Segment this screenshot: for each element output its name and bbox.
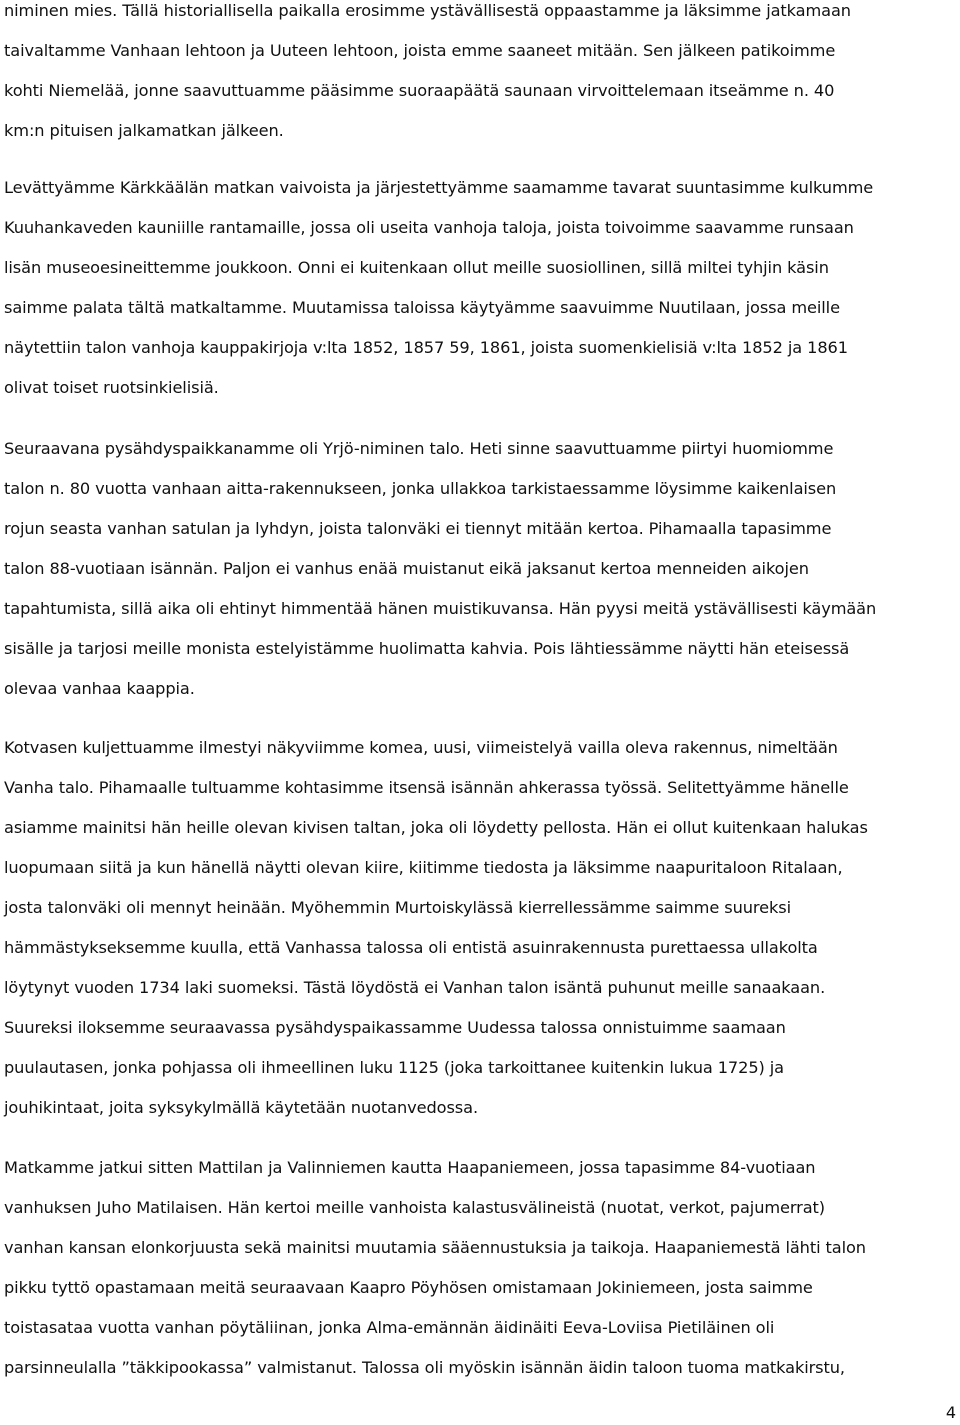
paragraph-4: [4, 728, 868, 1128]
text-line: talon 88-vuotiaan isännän. Paljon ei vanhus enää muistanut eikä jaksanut kertoa menneiden aikojen: [4, 559, 809, 578]
text-line: Kotvasen kuljettuamme ilmestyi näkyviimme komea, uusi, viimeistelyä vailla oleva rakennus, nimeltään: [4, 738, 838, 757]
text-line: jouhikintaat, joita syksykylmällä käytetään nuotanvedossa.: [4, 1098, 478, 1117]
text-line: rojun seasta vanhan satulan ja lyhdyn, joista talonväki ei tiennyt mitään kertoa. Pihamaalla tapasimme: [4, 519, 832, 538]
text-line: pikku tyttö opastamaan meitä seuraavaan Kaapro Pöyhösen omistamaan Jokiniemeen, josta saimme: [4, 1278, 813, 1297]
text-line: olivat toiset ruotsinkielisiä.: [4, 378, 219, 397]
text-line: löytynyt vuoden 1734 laki suomeksi. Tästä löydöstä ei Vanhan talon isäntä puhunut meille sanaakaan.: [4, 978, 826, 997]
text-line: lisän museoesineittemme joukkoon. Onni ei kuitenkaan ollut meille suosiollinen, sillä miltei tyhjin käsin: [4, 258, 829, 277]
text-line: tapahtumista, sillä aika oli ehtinyt himmentää hänen muistikuvansa. Hän pyysi meitä ystävällisesti käymään: [4, 599, 877, 618]
text-line: näytettiin talon vanhoja kauppakirjoja v:lta 1852, 1857 59, 1861, joista suomenkielisiä v:lta 1852 ja 1861: [4, 338, 848, 357]
text-line: hämmästykseksemme kuulla, että Vanhassa talossa oli entistä asuinrakennusta purettaessa ullakolta: [4, 938, 818, 957]
paragraph-3: [4, 429, 876, 709]
text-line: puulautasen, jonka pohjassa oli ihmeellinen luku 1125 (joka tarkoittanee kuitenkin lukua 1725) ja: [4, 1058, 785, 1077]
text-line: toistasataa vuotta vanhan pöytäliinan, jonka Alma-emännän äidinäiti Eeva-Loviisa Pietiläinen oli: [4, 1318, 775, 1337]
paragraph-2: [4, 168, 873, 408]
text-line: km:n pituisen jalkamatkan jälkeen.: [4, 121, 284, 140]
text-line: luopumaan siitä ja kun hänellä näytti olevan kiire, kiitimme tiedosta ja läksimme naapuritaloon Ritalaan,: [4, 858, 843, 877]
paragraph-1: [4, 0, 851, 151]
text-line: vanhan kansan elonkorjuusta sekä mainitsi muutamia sääennustuksia ja taikoja. Haapaniemestä lähti talon: [4, 1238, 866, 1257]
text-line: Levättyämme Kärkkäälän matkan vaivoista ja järjestettyämme saamamme tavarat suuntasimme kulkumme: [4, 178, 874, 197]
text-line: Suureksi iloksemme seuraavassa pysähdyspaikassamme Uudessa talossa onnistuimme saamaan: [4, 1018, 786, 1037]
text-line: parsinneulalla ”täkkipookassa” valmistanut. Talossa oli myöskin isännän äidin taloon tuoma matkakirstu,: [4, 1358, 845, 1377]
text-line: Matkamme jatkui sitten Mattilan ja Valinniemen kautta Haapaniemeen, jossa tapasimme 84-vuotiaan: [4, 1158, 816, 1177]
text-line: taivaltamme Vanhaan lehtoon ja Uuteen lehtoon, joista emme saaneet mitään. Sen jälkeen patikoimme: [4, 41, 836, 60]
text-line: Seuraavana pysähdyspaikkanamme oli Yrjö-niminen talo. Heti sinne saavuttuamme piirtyi huomiomme: [4, 439, 834, 458]
text-line: saimme palata tältä matkaltamme. Muutamissa taloissa käytyämme saavuimme Nuutilaan, jossa meille: [4, 298, 840, 317]
text-line: olevaa vanhaa kaappia.: [4, 679, 195, 698]
text-line: sisälle ja tarjosi meille monista estelyistämme huolimatta kahvia. Pois lähtiessämme näytti hän eteisessä: [4, 639, 850, 658]
text-line: niminen mies. Tällä historiallisella paikalla erosimme ystävällisestä oppaastamme ja läksimme jatkamaan: [4, 1, 851, 20]
text-line: Kuuhankaveden kauniille rantamaille, jossa oli useita vanhoja taloja, joista toivoimme saavamme runsaan: [4, 218, 854, 237]
page-number: 4: [945, 1403, 956, 1422]
paragraph-5: [4, 1148, 866, 1388]
text-line: asiamme mainitsi hän heille olevan kivisen taltan, joka oli löydetty pellosta. Hän ei ollut kuitenkaan halukas: [4, 818, 868, 837]
text-line: kohti Niemelää, jonne saavuttuamme pääsimme suoraapäätä saunaan virvoittelemaan itseämme n. 40: [4, 81, 835, 100]
text-line: josta talonväki oli mennyt heinään. Myöhemmin Murtoiskylässä kierrellessämme saimme suureksi: [4, 898, 791, 917]
text-line: Vanha talo. Pihamaalle tultuamme kohtasimme itsensä isännän ahkerassa työssä. Selitettyämme hänelle: [4, 778, 849, 797]
text-line: talon n. 80 vuotta vanhaan aitta-rakennukseen, jonka ullakkoa tarkistaessamme löysimme kaikenlaisen: [4, 479, 837, 498]
text-line: vanhuksen Juho Matilaisen. Hän kertoi meille vanhoista kalastusvälineistä (nuotat, verkot, pajumerrat): [4, 1198, 825, 1217]
